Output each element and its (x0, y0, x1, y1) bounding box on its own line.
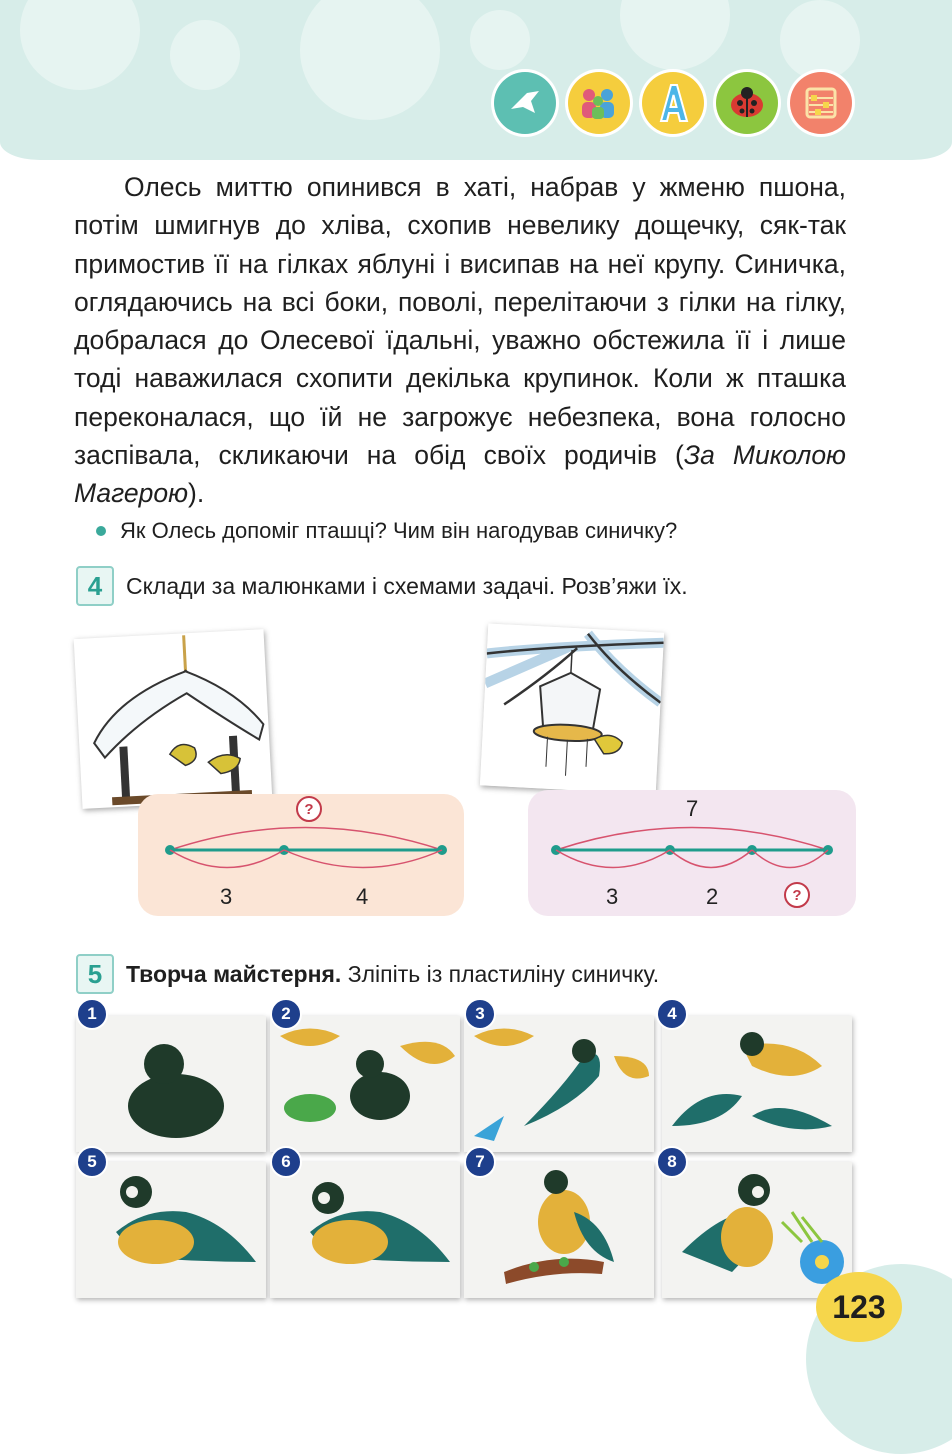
step-number-4: 4 (656, 998, 688, 1030)
scheme-2-segment (540, 815, 850, 887)
category-icons (494, 72, 852, 134)
scheme-1-part-2: 4 (356, 884, 369, 909)
page-number: 123 (816, 1272, 902, 1342)
scheme-2-part-1: 3 (606, 884, 619, 909)
step-number-6: 6 (270, 1146, 302, 1178)
people-icon (568, 72, 630, 134)
scheme-1-part-1: 3 (220, 884, 233, 909)
bird-feeder-illustration (74, 629, 273, 809)
ladybug-icon (716, 72, 778, 134)
bird-icon (494, 72, 556, 134)
scheme-1-unknown: ? (296, 796, 322, 822)
task-5-title: Творча майстерня. (126, 960, 342, 987)
step-photo-6 (270, 1162, 460, 1298)
step-number-7: 7 (464, 1146, 496, 1178)
scheme-2-part-2: 2 (706, 884, 719, 909)
letter-a-icon (642, 72, 704, 134)
comprehension-question: Як Олесь допоміг пташці? Чим він нагодував синичку? (96, 518, 677, 544)
hanging-feeder-illustration (480, 624, 664, 795)
story-author: За Миколою Магерою (74, 440, 846, 509)
scheme-1-segment (150, 815, 460, 887)
task-number-badge: 4 (76, 566, 114, 606)
task-number-badge: 5 (76, 954, 114, 994)
step-photo-5 (76, 1162, 266, 1298)
step-photo-1 (76, 1016, 266, 1152)
step-number-8: 8 (656, 1146, 688, 1178)
task-5-text: Зліпіть із пластиліну синичку. (341, 960, 660, 987)
task-5-heading (76, 954, 659, 994)
step-number-2: 2 (270, 998, 302, 1030)
step-photo-8 (662, 1162, 852, 1298)
task-4-text: Склади за малюнками і схемами задачі. Розв’яжи їх. (126, 572, 688, 599)
step-photo-2 (270, 1016, 460, 1152)
scheme-2-unknown: ? (784, 882, 810, 908)
step-number-5: 5 (76, 1146, 108, 1178)
step-photo-7 (464, 1162, 654, 1298)
step-photo-3 (464, 1016, 654, 1152)
story-text: Олесь миттю опинився в хаті, набрав у жменю пшона, потім шмигнув до хліва, схопив невелику дощечку, сяк-так примостив її на гілках яблуні і висипав на неї крупу. Синичка, оглядаючись на всі боки, поволі, перелітаючи з гілки на гілку, добралася до Олесевої їдальні, уважно обстежила її і лише тоді наважилася схопити декілька крупинок. Коли ж пташка переконалася, що їй не загрожує небезпека, вона голосно заспівала, скликаючи на обід своїх родичів (За Миколою Магерою). (74, 172, 846, 509)
task-4-heading (76, 566, 688, 606)
bullet-icon (96, 526, 106, 536)
scheme-2-total: 7 (686, 796, 699, 821)
step-photo-4 (662, 1016, 852, 1152)
abacus-icon (790, 72, 852, 134)
step-number-3: 3 (464, 998, 496, 1030)
step-number-1: 1 (76, 998, 108, 1030)
